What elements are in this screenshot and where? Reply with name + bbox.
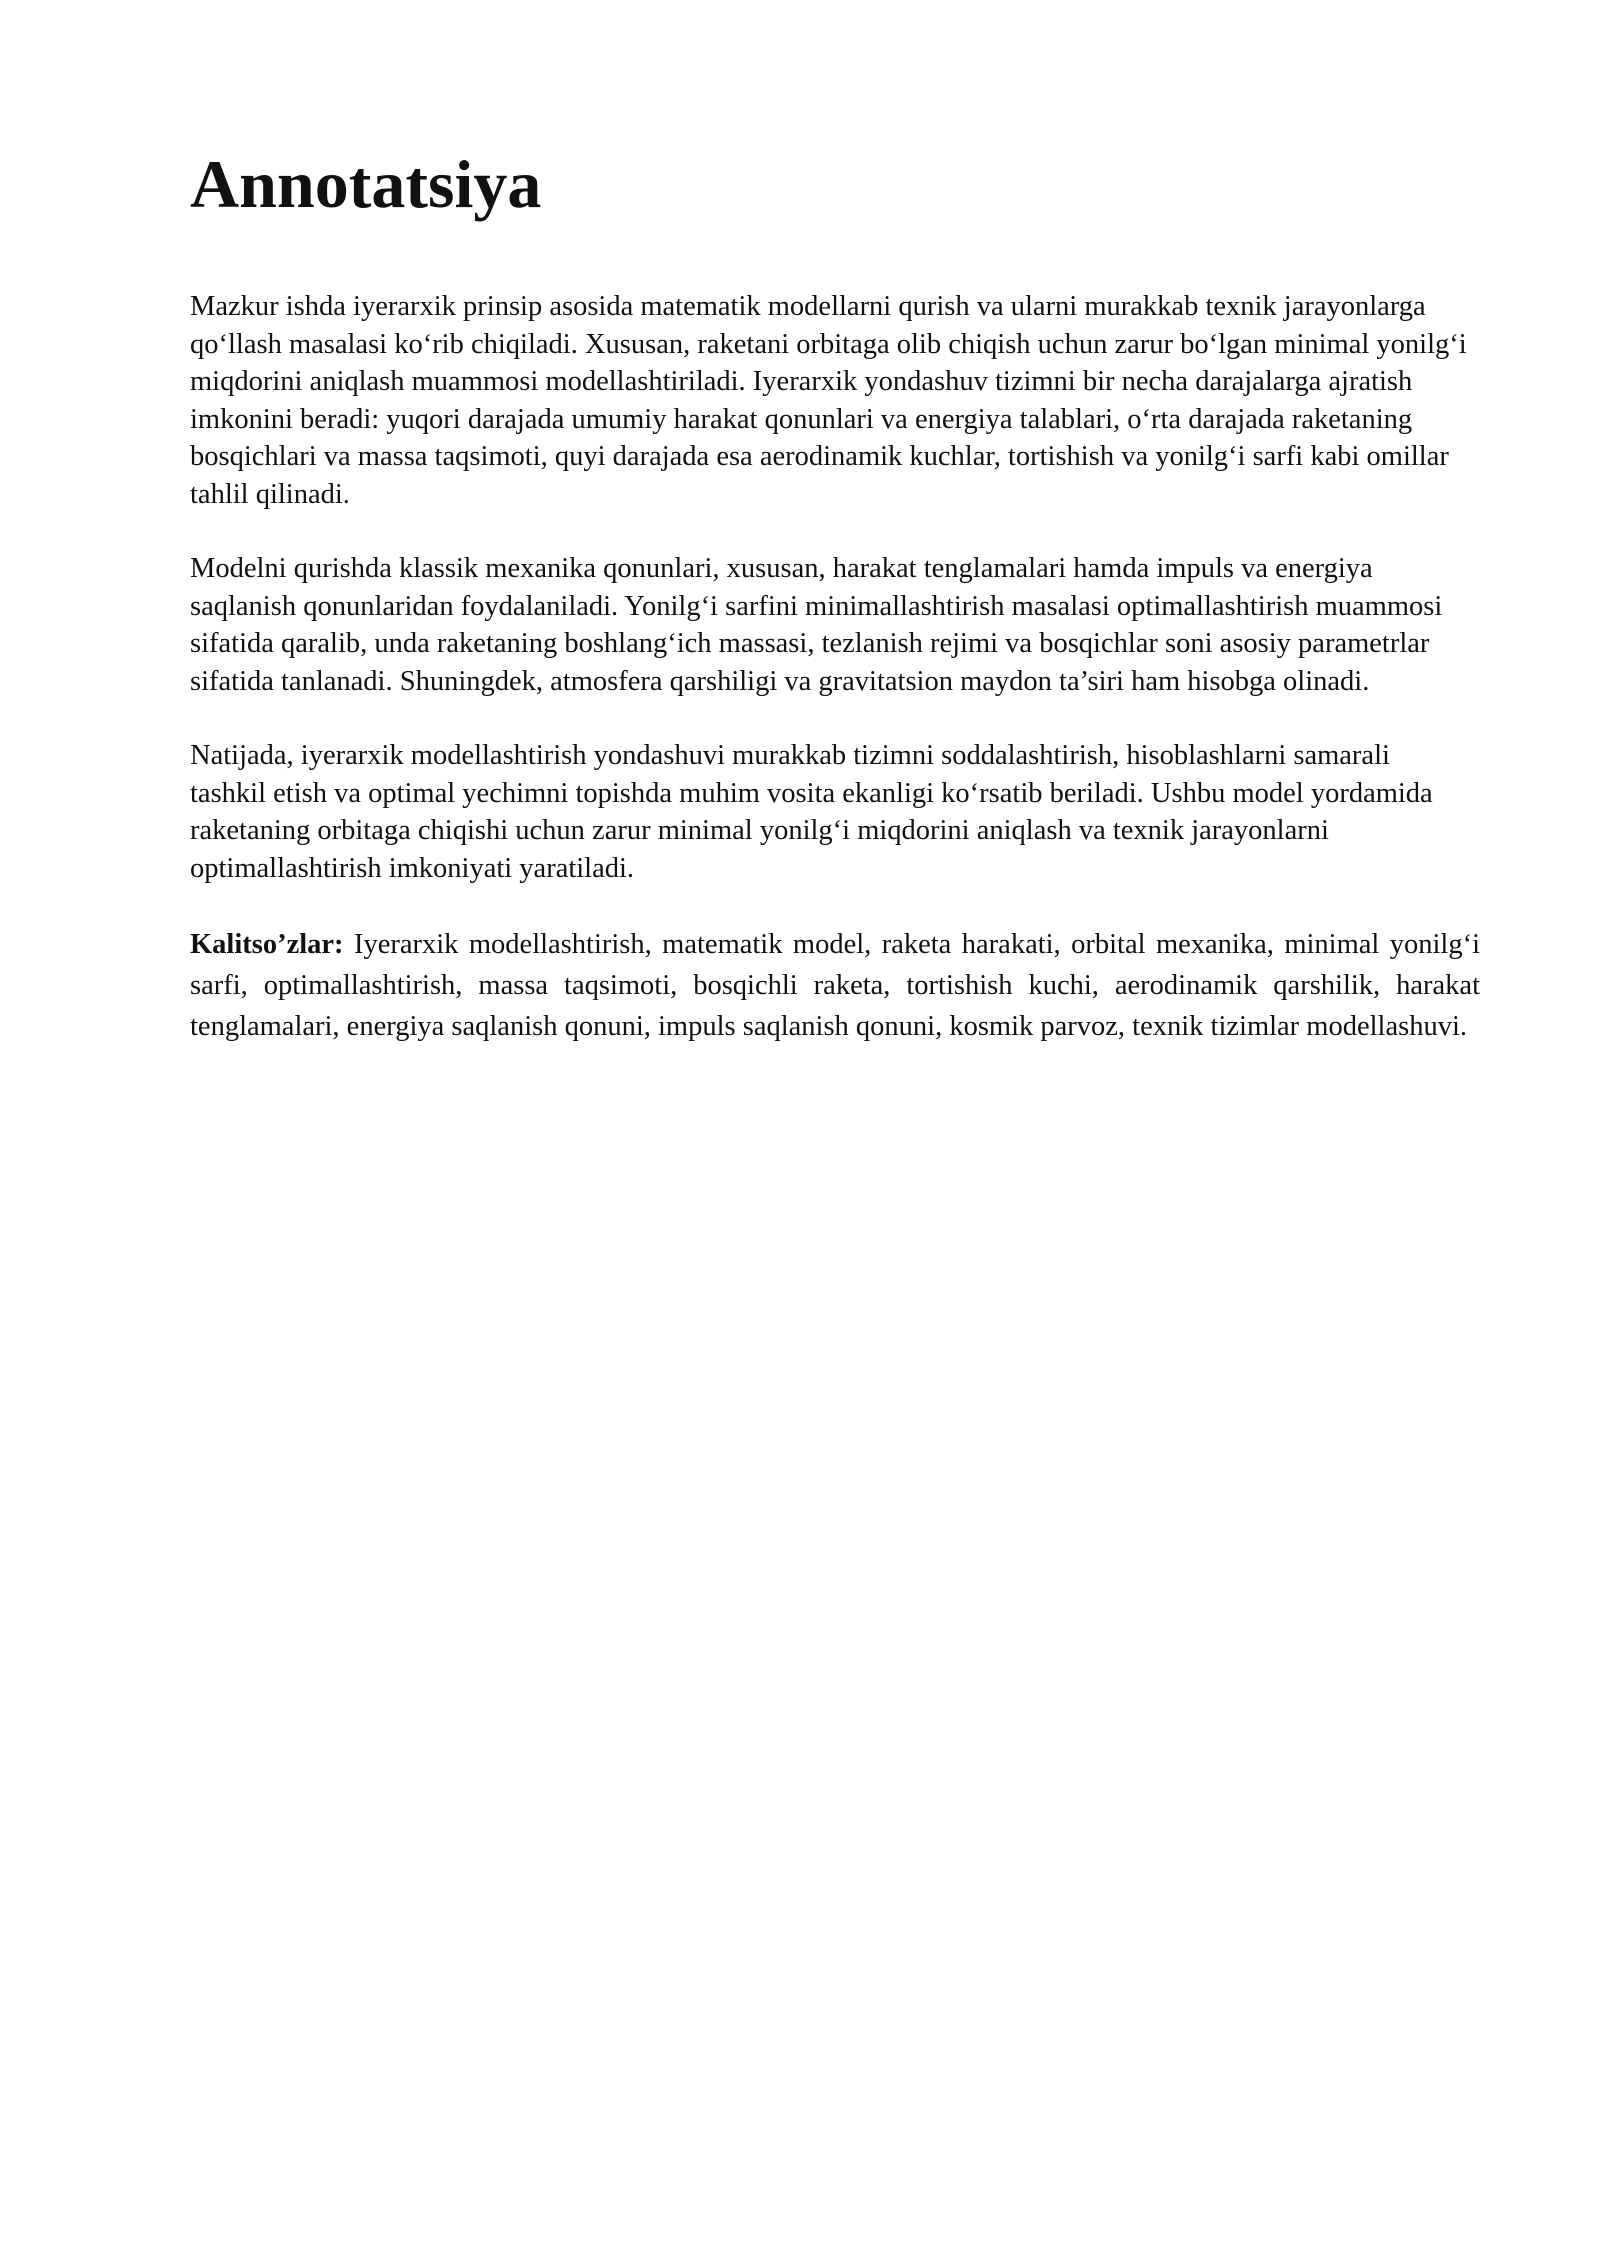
keywords-label: Kalitso’zlar:	[190, 929, 344, 960]
keywords-text: Iyerarxik modellashtirish, matematik model, raketa harakati, orbital mexanika, minimal yonilg‘i sarfi, optimallashtirish, massa taqsimoti, bosqichli raketa, tortishish kuchi, aerodinamik qarshilik, harakat tenglamalari, energiya saqlanish qonuni, impuls saqlanish qonuni, kosmik parvoz, texnik tizimlar modellashuvi.	[190, 929, 1480, 1042]
document-page	[190, 146, 1480, 1047]
abstract-paragraph-1: Mazkur ishda iyerarxik prinsip asosida matematik modellarni qurish va ularni murakkab texnik jarayonlarga qo‘llash masalasi ko‘rib chiqiladi. Xususan, raketani orbitaga olib chiqish uchun zarur bo‘lgan minimal yonilg‘i miqdorini aniqlash muammosi modellashtiriladi. Iyerarxik yondashuv tizimni bir necha darajalarga ajratish imkonini beradi: yuqori darajada umumiy harakat qonunlari va energiya talablari, o‘rta darajada raketaning bosqichlari va massa taqsimoti, quyi darajada esa aerodinamik kuchlar, tortishish va yonilg‘i sarfi kabi omillar tahlil qilinadi.	[190, 291, 1467, 510]
abstract-body	[190, 288, 1480, 1047]
abstract-paragraph-3: Natijada, iyerarxik modellashtirish yondashuvi murakkab tizimni soddalashtirish, hisoblashlarni samarali tashkil etish va optimal yechimni topishda muhim vosita ekanligi ko‘rsatib beriladi. Ushbu model yordamida raketaning orbitaga chiqishi uchun zarur minimal yonilg‘i miqdorini aniqlash va texnik jarayonlarni optimallashtirish imkoniyati yaratiladi.	[190, 740, 1433, 884]
document-title: Annotatsiya	[190, 146, 542, 222]
abstract-paragraph-2: Modelni qurishda klassik mexanika qonunlari, xususan, harakat tenglamalari hamda impuls va energiya saqlanish qonunlaridan foydalaniladi. Yonilg‘i sarfini minimallashtirish masalasi optimallashtirish muammosi sifatida qaralib, unda raketaning boshlang‘ich massasi, tezlanish rejimi va bosqichlar soni asosiy parametrlar sifatida tanlanadi. Shuningdek, atmosfera qarshiligi va gravitatsion maydon ta’siri ham hisobga olinadi.	[190, 553, 1443, 697]
keywords-paragraph	[190, 924, 1480, 1047]
